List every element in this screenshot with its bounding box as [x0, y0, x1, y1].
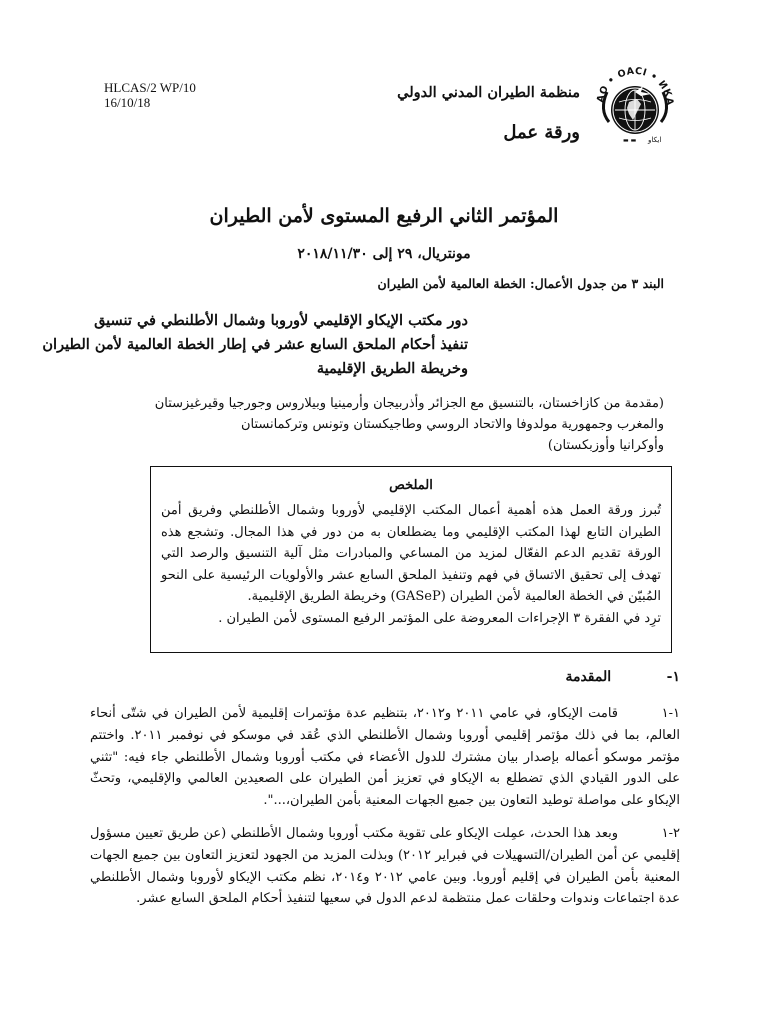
conference-place-date: مونتريال، ٢٩ إلى ٢٠١٨/١١/٣٠ [297, 246, 471, 262]
document-number: HLCAS/2 WP/10 [104, 80, 196, 95]
paper-title-line: دور مكتب الإيكاو الإقليمي لأوروبا وشمال الأطلنطي في تنسيق [94, 312, 468, 329]
paragraph-text: وبعد هذا الحدث، عمِلت الإيكاو على تقوية مكتب أوروبا وشمال الأطلنطي (عن طريق تعيين مسؤول إقليمي عن أمن الطيران/التسهيلات في فبراير ٢٠١٢) وبذلت المزيد من الجهود لتعزيز التعاون بين جميع الجهات المعنية بأمن الطيران في إقليم أوروبا. وبين عامي ٢٠١٢ و٢٠١٤، نظم مكتب الإيكاو لأوروبا وشمال الأطلنطي عدة اجتماعات وندوات وحلقات عمل منتظمة لدعم الدول في سعيها لتنفيذ أحكام الملحق السابع عشر. [90, 826, 680, 907]
document-reference [104, 80, 196, 110]
organization-name: منظمة الطيران المدني الدولي [397, 84, 580, 101]
paper-title-line: وخريطة الطريق الإقليمية [316, 360, 468, 377]
document-type: ورقة عمل [503, 122, 580, 143]
agenda-item: البند ٣ من جدول الأعمال: الخطة العالمية لأمن الطيران [377, 276, 664, 291]
summary-action: ترِد في الفقرة ٣ الإجراءات المعروضة على المؤتمر الرفيع المستوى لأمن الطيران . [218, 610, 661, 626]
summary-heading: الملخص [389, 478, 433, 493]
svg-text:ﺍﻳﻜﺎﻭ: ﺍﻳﻜﺎﻭ [648, 136, 662, 144]
presented-by [64, 393, 664, 456]
presented-by-line: وأوكرانيا وأوزبكستان) [547, 438, 664, 453]
summary-text: تُبرز ورقة العمل هذه أهمية أعمال المكتب الإقليمي لأوروبا وشمال الأطلنطي وفريق أمن الطيران التابع لهذا المكتب الإقليمي وما يضطلعان به من دور في هذا المجال. وتشجع هذه الورقة تقديم الدعم الفعّال لمزيد من المساعي والمبادرات مثل آلية التنسيق والرصد التي تهدف إلى تحقيق الاتساق في فهم وتنفيذ الملحق السابع عشر والأولويات الرئيسية على النحو المُبيّن في الخطة العالمية لأمن الطيران (GASeP) وخريطة الطريق الإقليمية. [161, 503, 661, 604]
summary-box [150, 466, 672, 653]
paragraph-number: ٢-١ [661, 826, 680, 841]
section-title: المقدمة [565, 669, 612, 685]
paragraph-text: قامت الإيكاو، في عامي ٢٠١١ و٢٠١٢، بتنظيم عدة مؤتمرات إقليمية لأمن الطيران في شتّى أنحاء العالم، بما في ذلك مؤتمر إقليمي أوروبا وشمال الأطلنطي الذي عُقد في موسكو في نوفمبر ٢٠١١. واختتم مؤتمر موسكو أعماله بإصدار بيان مشترك للدول الأعضاء في مكتب أوروبا وشمال الأطلنطي جاء فيه: "تثني على الدور القيادي الذي تضطلع به الإيكاو في تعزيز أمن الطيران على الصعيدين العالمي والإقليمي، وتحثّ الإيكاو على مواصلة توطيد التعاون بين جميع الجهات المعنية بأمن الطيران،...". [90, 706, 680, 809]
document-date: 16/10/18 [104, 95, 151, 110]
logo-ring-text: AO • OACI • ИКА [595, 65, 676, 107]
presented-by-line: (مقدمة من كازاخستان، بالتنسيق مع الجزائر وأذربيجان وأرمينيا وبيلاروس وجورجيا وقيرغيزستان [154, 396, 664, 411]
paper-title [42, 309, 468, 381]
svg-text:▬ ▬: ▬ ▬ [623, 137, 637, 144]
icao-emblem-icon [593, 62, 677, 146]
paragraph [90, 823, 680, 910]
conference-title: المؤتمر الثاني الرفيع المستوى لأمن الطيران [209, 205, 559, 227]
paper-title-line: تنفيذ أحكام الملحق السابع عشر في إطار الخطة العالمية لأمن الطيران [42, 336, 468, 353]
paragraph-number: ١-١ [661, 706, 680, 721]
paragraph [90, 703, 680, 812]
presented-by-line: والمغرب وجمهورية مولدوفا والاتحاد الروسي وطاجيكستان وتونس وتركمانستان [240, 417, 664, 432]
section-number: ١- [666, 669, 680, 685]
section-heading [565, 669, 680, 685]
